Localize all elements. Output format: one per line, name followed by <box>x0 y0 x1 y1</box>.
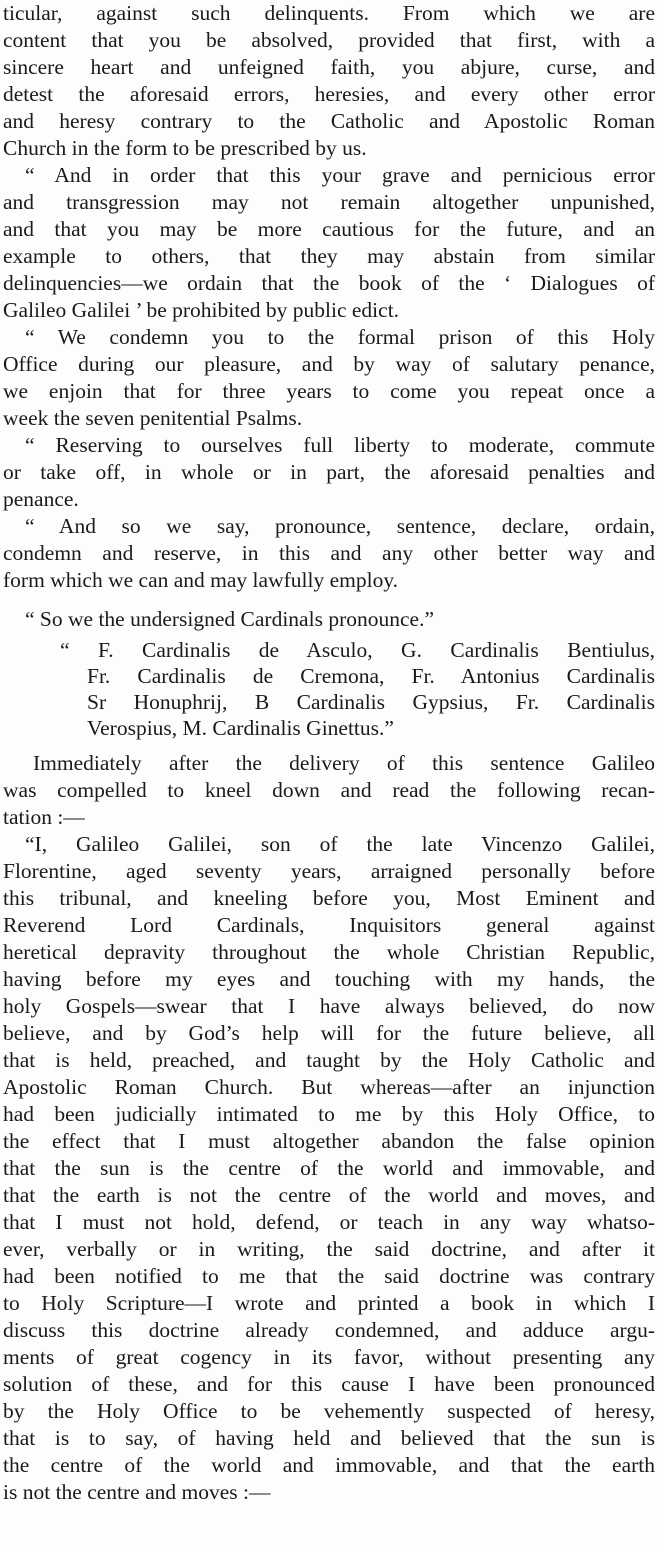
text-line: “ Reserving to ourselves full liberty to moderate, commute <box>25 433 655 457</box>
text-line: week the seven penitential Psalms. <box>3 406 303 430</box>
text-line: that is held, preached, and taught by the Holy Catholic and <box>3 1048 655 1072</box>
text-line: and heresy contrary to the Catholic and Apostolic Roman <box>3 109 655 133</box>
text-line: “I, Galileo Galilei, son of the late Vincenzo Galilei, <box>25 832 655 856</box>
text-line: that I must not hold, defend, or teach in any way whatso- <box>3 1210 655 1234</box>
text-line: Immediately after the delivery of this sentence Galileo <box>33 751 655 775</box>
signature-line: “ F. Cardinalis de Asculo, G. Cardinalis Bentiulus, <box>60 638 655 662</box>
text-line: that the earth is not the centre of the world and moves, and <box>3 1183 655 1207</box>
text-line: form which we can and may lawfully employ. <box>3 568 399 592</box>
text-line: heretical depravity throughout the whole Christian Republic, <box>3 940 655 964</box>
text-line: ever, verbally or in writing, the said doctrine, and after it <box>3 1237 655 1261</box>
text-line: this tribunal, and kneeling before you, Most Eminent and <box>3 886 655 910</box>
signature-line: Fr. Cardinalis de Cremona, Fr. Antonius Cardinalis <box>87 664 655 688</box>
text-line: holy Gospels—swear that I have always believed, do now <box>3 994 655 1018</box>
text-line: ments of great cogency in its favor, without presenting any <box>3 1345 655 1369</box>
text-line: Church in the form to be prescribed by us. <box>3 136 367 160</box>
text-line: to Holy Scripture—I wrote and printed a book in which I <box>3 1291 655 1315</box>
text-line: and transgression may not remain altogether unpunished, <box>3 190 655 214</box>
text-line: tation :— <box>3 805 85 829</box>
text-line: condemn and reserve, in this and any other better way and <box>3 541 655 565</box>
text-line: the centre of the world and immovable, and that the earth <box>3 1453 655 1477</box>
text-line: delinquencies—we ordain that the book of the ‘ Dialogues of <box>3 271 655 295</box>
text-line: “ We condemn you to the formal prison of this Holy <box>25 325 655 349</box>
text-line: ticular, against such delinquents. From which we are <box>3 1 655 25</box>
text-line: having before my eyes and touching with my hands, the <box>3 967 655 991</box>
text-line: and that you may be more cautious for the future, and an <box>3 217 655 241</box>
text-line: or take off, in whole or in part, the aforesaid penalties and <box>3 460 655 484</box>
text-line: the effect that I must altogether abandon the false opinion <box>3 1129 655 1153</box>
text-line: discuss this doctrine already condemned, and adduce argu- <box>3 1318 655 1342</box>
text-line: Office during our pleasure, and by way of salutary penance, <box>3 352 655 376</box>
text-line: content that you be absolved, provided that first, with a <box>3 28 655 52</box>
text-line: penance. <box>3 487 79 511</box>
text-line: example to others, that they may abstain from similar <box>3 244 655 268</box>
text-line: detest the aforesaid errors, heresies, and every other error <box>3 82 655 106</box>
text-line: had been notified to me that the said doctrine was contrary <box>3 1264 655 1288</box>
text-line: “ And in order that this your grave and pernicious error <box>25 163 655 187</box>
text-line: “ So we the undersigned Cardinals pronounce.” <box>25 607 434 631</box>
text-line: that is to say, of having held and believed that the sun is <box>3 1426 655 1450</box>
text-line: “ And so we say, pronounce, sentence, declare, ordain, <box>25 514 655 538</box>
text-line: we enjoin that for three years to come you repeat once a <box>3 379 655 403</box>
text-line: is not the centre and moves :— <box>3 1480 271 1504</box>
text-line: by the Holy Office to be vehemently suspected of heresy, <box>3 1399 655 1423</box>
signature-line: Verospius, M. Cardinalis Ginettus.” <box>87 716 394 740</box>
text-line: Apostolic Roman Church. But whereas—after an injunction <box>3 1075 655 1099</box>
text-line: had been judicially intimated to me by this Holy Office, to <box>3 1102 655 1126</box>
text-line: Reverend Lord Cardinals, Inquisitors general against <box>3 913 655 937</box>
text-line: was compelled to kneel down and read the following recan- <box>3 778 655 802</box>
text-line: believe, and by God’s help will for the future believe, all <box>3 1021 655 1045</box>
text-line: that the sun is the centre of the world and immovable, and <box>3 1156 655 1180</box>
text-line: Galileo Galilei ’ be prohibited by public edict. <box>3 298 400 322</box>
text-line: Florentine, aged seventy years, arraigned personally before <box>3 859 655 883</box>
text-line: sincere heart and unfeigned faith, you abjure, curse, and <box>3 55 655 79</box>
text-line: solution of these, and for this cause I have been pronounced <box>3 1372 655 1396</box>
signature-line: Sr Honuphrij, B Cardinalis Gypsius, Fr. Cardinalis <box>87 690 655 714</box>
